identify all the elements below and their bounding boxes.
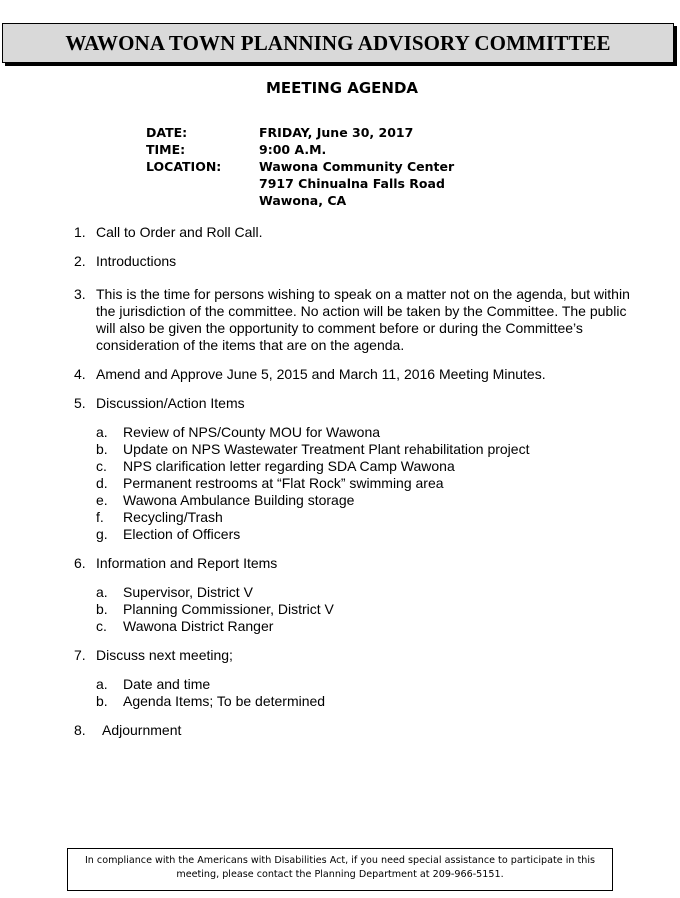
item-text: Discussion/Action Items <box>96 395 245 411</box>
sub-item-5g <box>96 526 634 543</box>
location-label: LOCATION: <box>146 159 222 174</box>
agenda-item-3 <box>74 286 634 354</box>
sub-list <box>96 584 634 635</box>
agenda-item-7 <box>74 647 634 710</box>
sub-list <box>96 424 634 543</box>
sub-item-5e <box>96 492 634 509</box>
sub-text: Election of Officers <box>123 526 241 542</box>
sub-item-5f <box>96 509 634 526</box>
date-row <box>146 124 454 141</box>
sub-letter: a. <box>96 424 108 440</box>
item-text: Discuss next meeting; <box>96 647 233 663</box>
sub-item-6a <box>96 584 634 601</box>
sub-text: Wawona Ambulance Building storage <box>123 492 355 508</box>
sub-text: Supervisor, District V <box>123 584 253 600</box>
location-row <box>146 158 454 175</box>
sub-letter: b. <box>96 693 108 709</box>
item-text: Introductions <box>96 253 177 269</box>
agenda-title: MEETING AGENDA <box>265 79 419 97</box>
sub-letter: a. <box>96 676 108 692</box>
sub-letter: b. <box>96 441 108 457</box>
sub-text: Permanent restrooms at “Flat Rock” swimming area <box>123 475 444 491</box>
sub-text: Agenda Items; To be determined <box>123 693 326 709</box>
header-banner <box>2 23 674 63</box>
sub-text: Date and time <box>123 676 211 692</box>
sub-item-5a <box>96 424 634 441</box>
location-line-1: Wawona Community Center <box>259 159 455 174</box>
location-line-3: Wawona, CA <box>259 193 347 208</box>
ada-notice-line-2: meeting, please contact the Planning Department at 209-966-5151. <box>176 869 504 880</box>
sub-text: Review of NPS/County MOU for Wawona <box>123 424 381 440</box>
agenda-item-1 <box>74 224 634 241</box>
sub-text: Planning Commissioner, District V <box>123 601 334 617</box>
item-number: 8. <box>74 722 86 738</box>
item-number: 1. <box>74 224 86 240</box>
item-number: 5. <box>74 395 86 411</box>
sub-list <box>96 676 634 710</box>
time-label: TIME: <box>146 142 186 157</box>
sub-letter: b. <box>96 601 108 617</box>
ada-notice <box>67 848 613 891</box>
committee-title: WAWONA TOWN PLANNING ADVISORY COMMITTEE <box>65 30 611 55</box>
date-label: DATE: <box>146 125 188 140</box>
agenda-item-5 <box>74 395 634 543</box>
sub-item-7a <box>96 676 634 693</box>
sub-text: Update on NPS Wastewater Treatment Plant rehabilitation project <box>123 441 530 457</box>
sub-letter: e. <box>96 492 108 508</box>
agenda-list <box>74 224 634 755</box>
date-value: FRIDAY, June 30, 2017 <box>259 125 414 140</box>
item-number: 3. <box>74 286 86 302</box>
sub-item-5d <box>96 475 634 492</box>
sub-item-6c <box>96 618 634 635</box>
meeting-info <box>146 124 454 209</box>
time-value: 9:00 A.M. <box>259 142 327 157</box>
item-number: 2. <box>74 253 86 269</box>
item-text: Call to Order and Roll Call. <box>96 224 263 240</box>
sub-item-6b <box>96 601 634 618</box>
item-number: 4. <box>74 366 86 382</box>
sub-text: NPS clarification letter regarding SDA Camp Wawona <box>123 458 455 474</box>
agenda-item-8 <box>74 722 634 739</box>
sub-letter: c. <box>96 618 107 634</box>
sub-letter: g. <box>96 526 108 542</box>
sub-letter: a. <box>96 584 108 600</box>
location-row-2 <box>146 175 454 192</box>
time-row <box>146 141 454 158</box>
ada-notice-line-1: In compliance with the Americans with Disabilities Act, if you need special assistance to participate in this <box>84 855 596 866</box>
item-number: 7. <box>74 647 86 663</box>
sub-text: Wawona District Ranger <box>123 618 274 634</box>
agenda-item-2 <box>74 253 634 270</box>
item-number: 6. <box>74 555 86 571</box>
sub-letter: f. <box>96 509 104 525</box>
sub-item-5c <box>96 458 634 475</box>
sub-item-5b <box>96 441 634 458</box>
item-text: This is the time for persons wishing to speak on a matter not on the agenda, but within the jurisdiction of the committee. No action will be taken by the Committee. The public will also be given the opportunity to comment before or during the Committee’s consideration of the items that are on the agenda. <box>96 286 630 353</box>
sub-item-7b <box>96 693 634 710</box>
item-text: Information and Report Items <box>96 555 278 571</box>
sub-letter: c. <box>96 458 107 474</box>
sub-letter: d. <box>96 475 108 491</box>
item-text: Amend and Approve June 5, 2015 and March 11, 2016 Meeting Minutes. <box>96 366 546 382</box>
sub-text: Recycling/Trash <box>123 509 223 525</box>
location-row-3 <box>146 192 454 209</box>
agenda-item-6 <box>74 555 634 635</box>
item-text: Adjournment <box>102 722 182 738</box>
location-line-2: 7917 Chinualna Falls Road <box>259 176 445 191</box>
agenda-item-4 <box>74 366 634 383</box>
